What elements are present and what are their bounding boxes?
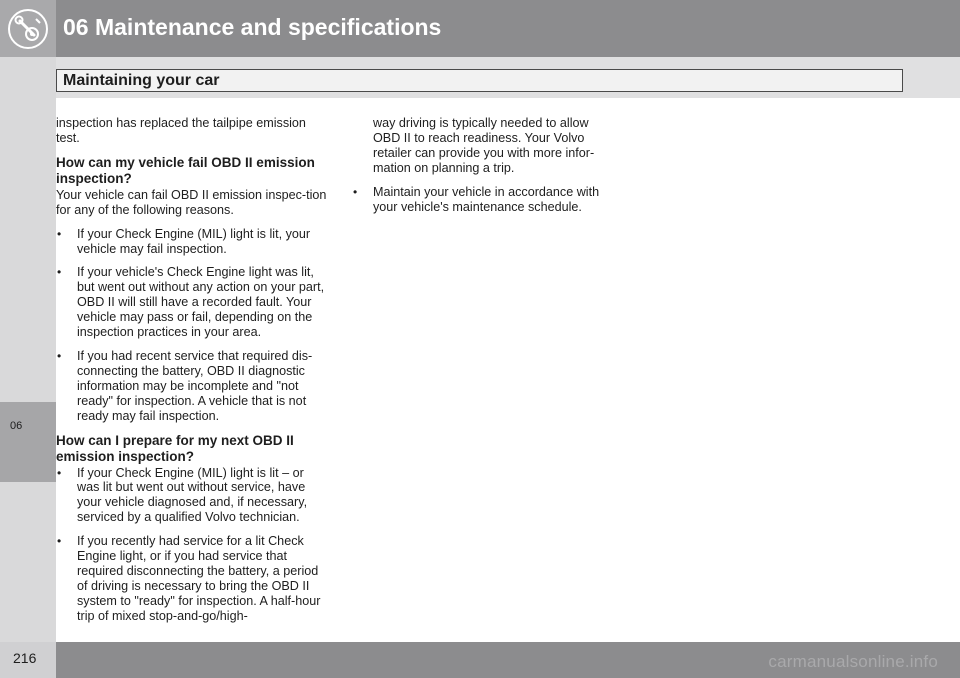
chapter-tab-label: 06 (10, 420, 23, 432)
prepare-list (56, 466, 328, 624)
side-margin (0, 57, 56, 642)
wrench-gear-icon (7, 8, 49, 50)
fail-inspection-text: Your vehicle can fail OBD II emission inspec-tion for any of the following reasons. (56, 187, 327, 217)
list-item: • If you recently had service for a lit Check Engine light, or if you had service that required disconnecting the battery, a period of driving is necessary to bring the OBD II system to "ready" for inspection. A half-hour trip of mixed stop-and-go/high- (56, 534, 328, 623)
section-title: Maintaining your car (63, 72, 220, 89)
list-item: • If your Check Engine (MIL) light is lit, your vehicle may fail inspection. (56, 227, 328, 257)
list-item: • If your vehicle's Check Engine light was lit, but went out without any action on your part, OBD II will still have a recorded fault. Your vehicle may pass or fail, depending on the inspection practices in your area. (56, 265, 328, 340)
fail-reasons-list (56, 227, 328, 424)
intro-text: inspection has replaced the tailpipe emission test. (56, 116, 306, 145)
watermark: carmanualsonline.info (768, 652, 938, 671)
section-title-box (56, 69, 903, 92)
prepare-list-continued (352, 116, 612, 214)
chapter-tab[interactable] (0, 402, 56, 482)
heading-prepare-inspection: How can I prepare for my next OBD II emission inspection? (56, 432, 294, 464)
page-number: 216 (13, 650, 37, 666)
page-number-box (0, 642, 56, 678)
text-column-left (56, 116, 328, 633)
chapter-icon-box (0, 0, 56, 57)
text-column-right (352, 116, 612, 223)
list-item: • If you had recent service that required dis-connecting the battery, OBD II diagnostic information may be incomplete and "not ready" for inspection. A vehicle that is not ready may fail inspection. (56, 349, 328, 424)
list-item: • If your Check Engine (MIL) light is lit – or was lit but went out without service, have your vehicle diagnosed and, if necessary, serviced by a qualified Volvo technician. (56, 466, 328, 526)
list-item-continuation: way driving is typically needed to allow OBD II to reach readiness. Your Volvo retailer can provide you with more infor-mation on planning a trip. (373, 116, 595, 175)
heading-fail-inspection: How can my vehicle fail OBD II emission inspection? (56, 154, 315, 186)
chapter-title: 06 Maintenance and specifications (63, 14, 442, 40)
list-item: • Maintain your vehicle in accordance with your vehicle's maintenance schedule. (352, 185, 612, 215)
